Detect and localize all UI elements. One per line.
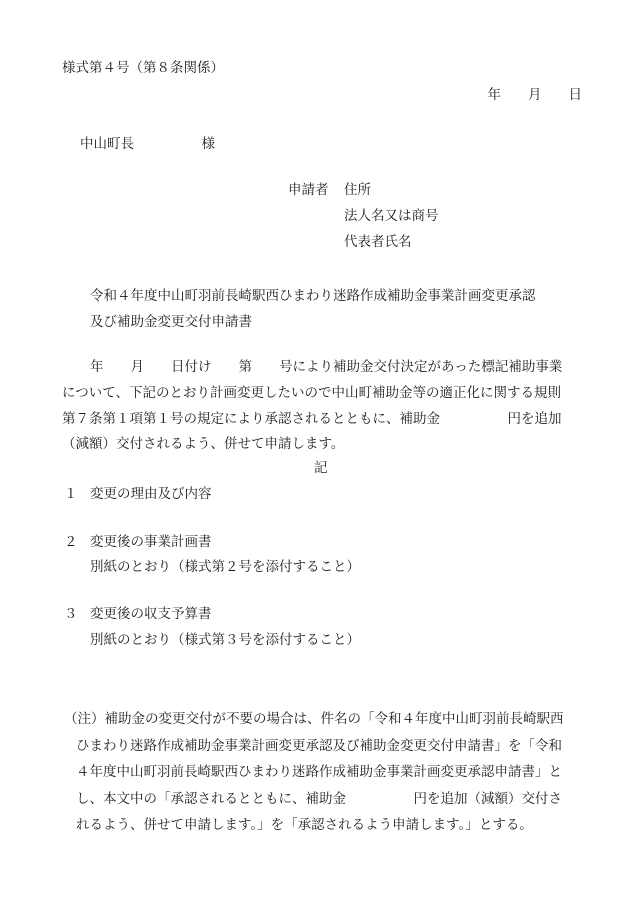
note-line-2: ひまわり迷路作成補助金事業計画変更承認及び補助金変更交付申請書」を「令和: [76, 738, 562, 754]
item-2-number: ２: [64, 534, 78, 550]
applicant-company: 法人名又は商号: [344, 208, 439, 224]
item-3-heading: 変更後の収支予算書: [90, 606, 212, 622]
applicant-address: 住所: [344, 182, 371, 198]
body-line-2: について、下記のとおり計画変更したいので中山町補助金等の適正化に関する規則: [62, 385, 561, 401]
note-line-5: れるよう、併せて申請します。」を「承認されるよう申請します。」とする。: [76, 817, 533, 833]
item-1-number: １: [64, 486, 78, 502]
note-line-1: （注）補助金の変更交付が不要の場合は、件名の「令和４年度中山町羽前長崎駅西: [64, 711, 564, 727]
item-3-detail: 別紙のとおり（様式第３号を添付すること）: [90, 632, 360, 648]
item-2-detail: 別紙のとおり（様式第２号を添付すること）: [90, 559, 360, 575]
ki-heading: 記: [314, 460, 328, 476]
item-2-heading: 変更後の事業計画書: [90, 534, 212, 550]
applicant-label: 申請者: [288, 182, 329, 198]
date-line: 年 月 日: [487, 87, 582, 103]
note-line-4: し、本文中の「承認されるとともに、補助金 円を追加（減額）交付さ: [76, 791, 562, 807]
applicant-representative: 代表者氏名: [344, 234, 412, 250]
item-1-heading: 変更の理由及び内容: [90, 486, 212, 502]
item-3-number: ３: [64, 606, 78, 622]
addressee: 中山町長 様: [80, 136, 215, 152]
body-line-4: （減額）交付されるよう、併せて申請します。: [62, 436, 345, 452]
form-number: 様式第４号（第８条関係）: [62, 60, 224, 76]
body-line-1: 年 月 日付け 第 号により補助金交付決定があった標記補助事業: [90, 359, 563, 375]
document-title-line1: 令和４年度中山町羽前長崎駅西ひまわり迷路作成補助金事業計画変更承認: [90, 288, 536, 304]
document-title-line2: 及び補助金変更交付申請書: [90, 314, 252, 330]
note-line-3: ４年度中山町羽前長崎駅西ひまわり迷路作成補助金事業計画変更承認申請書」と: [76, 764, 562, 780]
body-line-3: 第７条第１項第１号の規定により承認されるとともに、補助金 円を追加: [62, 411, 562, 427]
